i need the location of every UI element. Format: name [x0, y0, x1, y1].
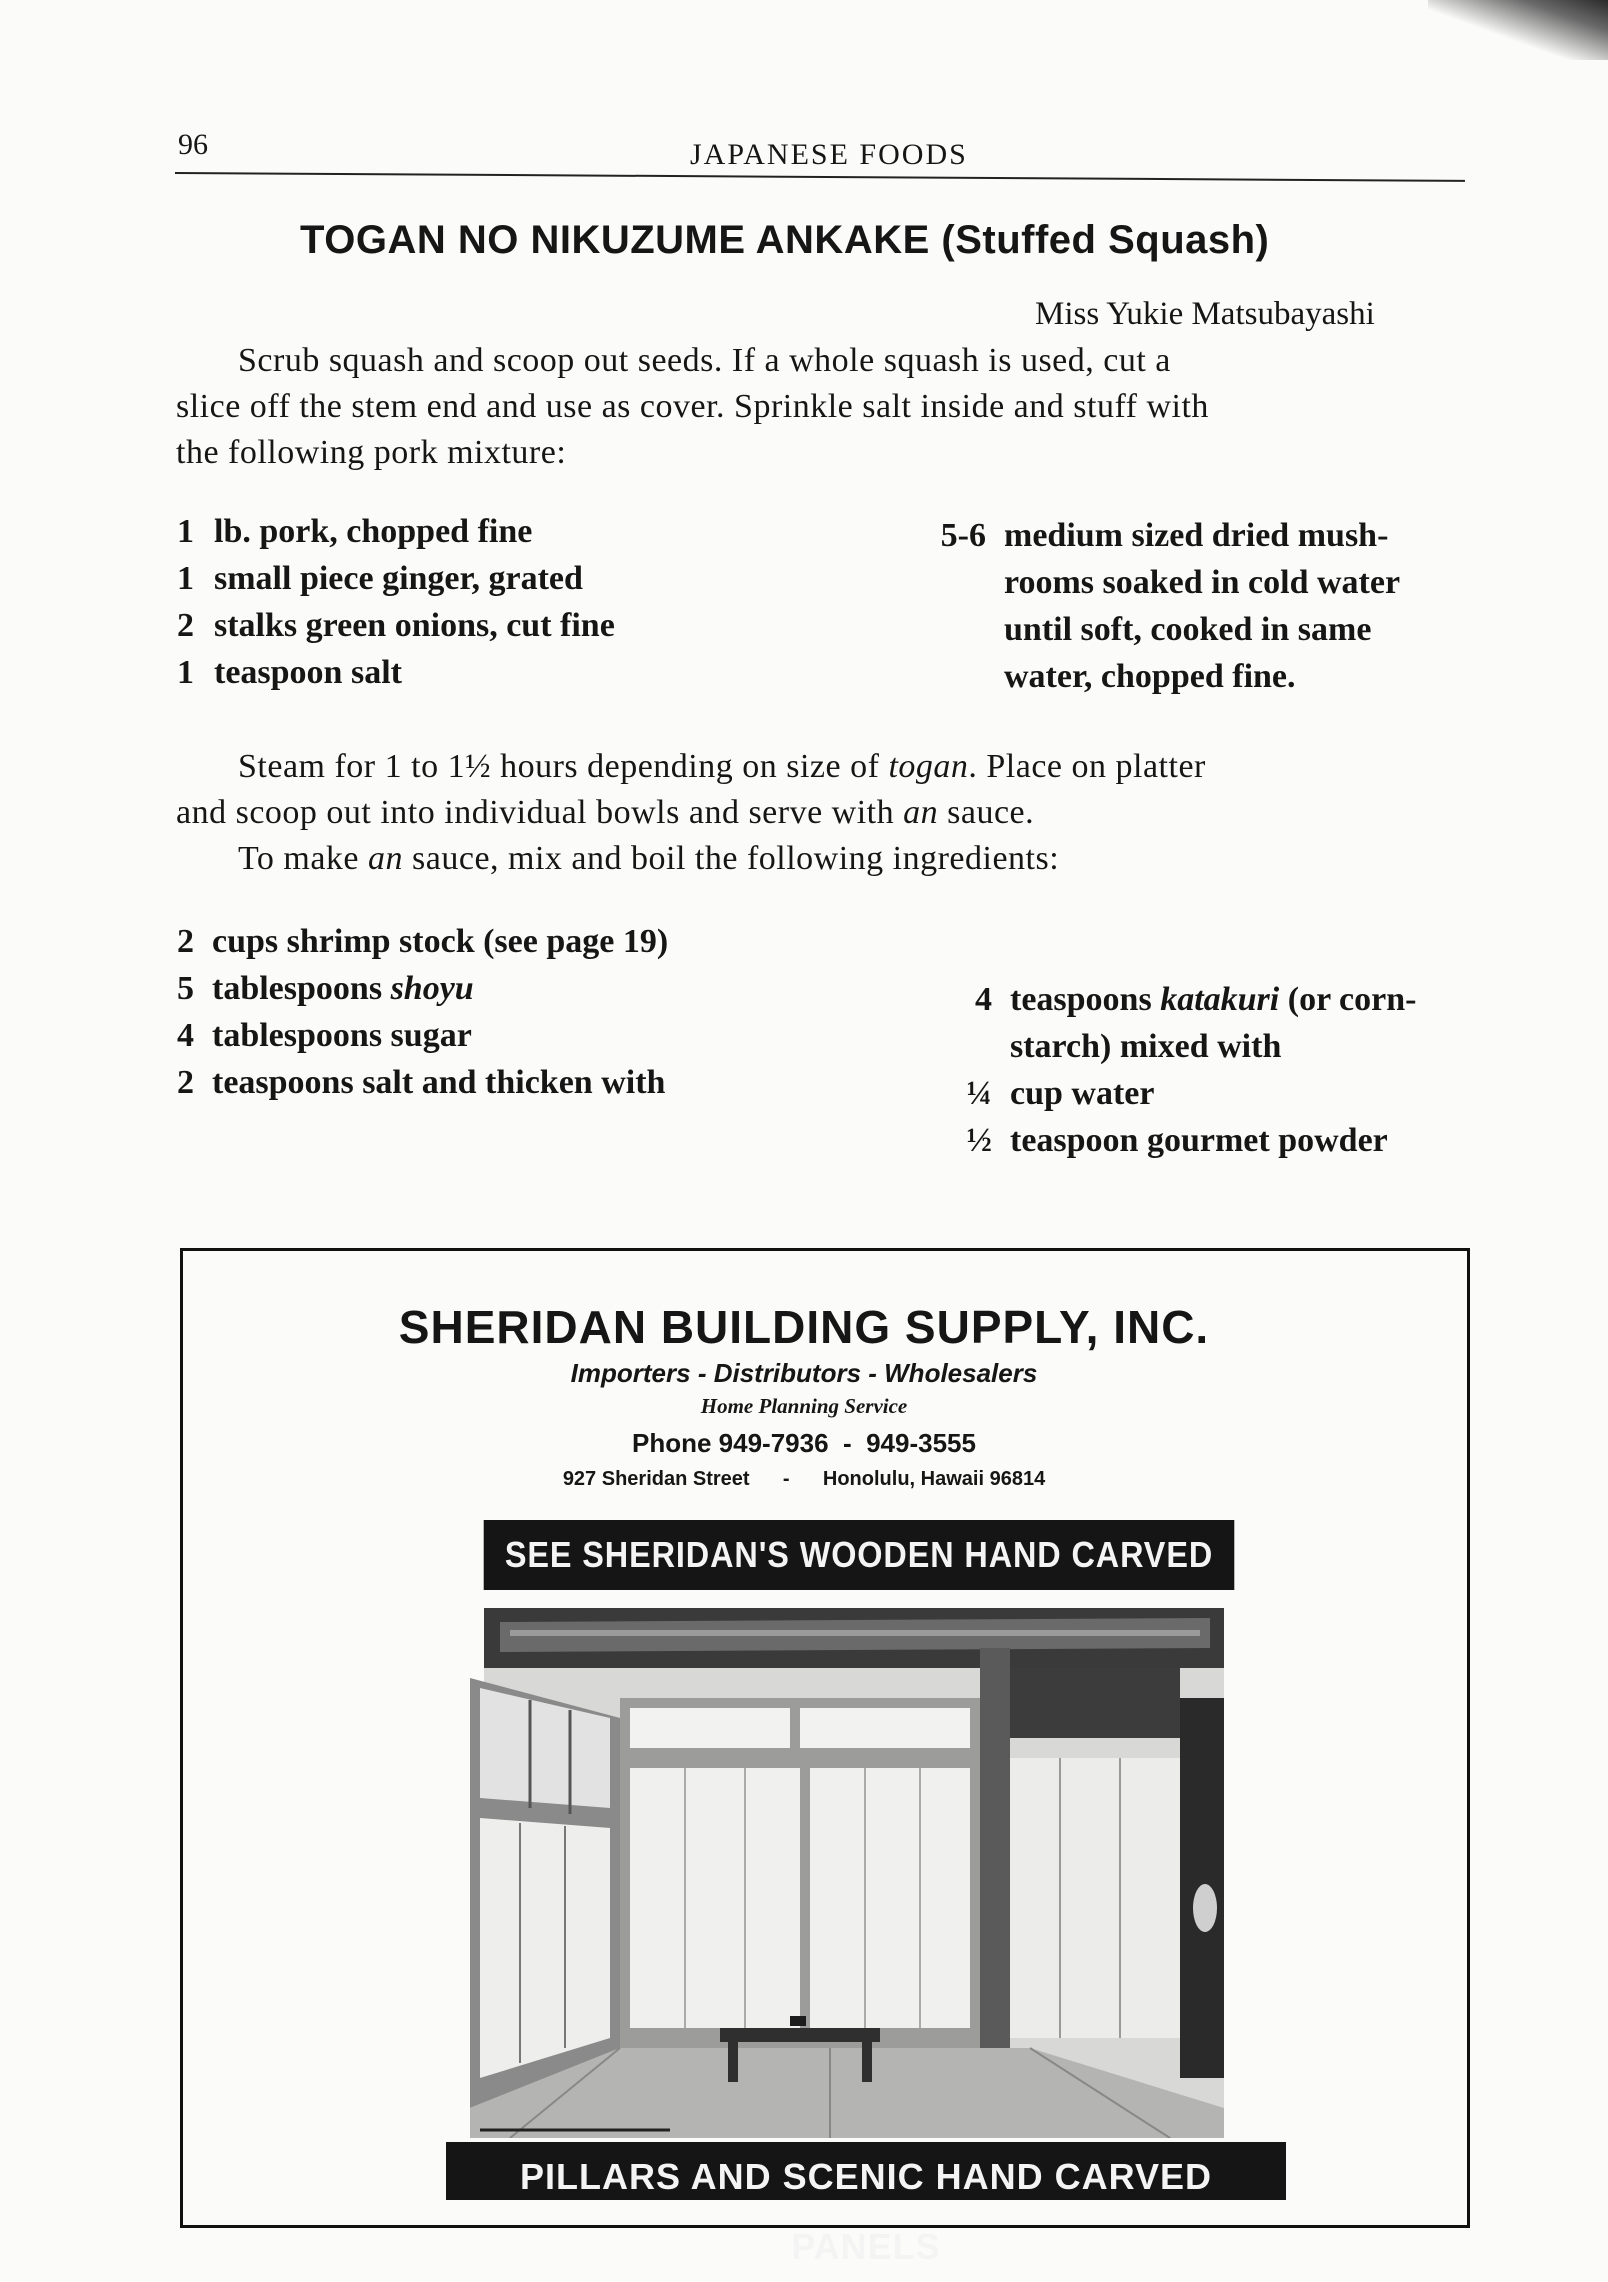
running-head: JAPANESE FOODS — [690, 138, 968, 171]
steam-line — [176, 744, 1466, 790]
ad-phone: Phone 949-7936 - 949-3555 — [632, 1428, 976, 1458]
ingredient-row — [938, 1070, 1498, 1117]
ad-service: Home Planning Service — [700, 1394, 908, 1418]
text-run: and scoop out into individual bowls and serve with — [176, 794, 904, 831]
ad-company-name: SHERIDAN BUILDING SUPPLY, INC. — [398, 1301, 1210, 1353]
text-italic: an — [903, 794, 939, 831]
ingredient-text: teaspoon gourmet powder — [1010, 1122, 1388, 1159]
ingredient-text: teaspoons salt and thicken with — [212, 1064, 666, 1101]
ingredient-qty: ¼ — [966, 1075, 992, 1112]
ingredient-qty: 4 — [177, 1017, 194, 1054]
ingredient-row — [172, 965, 772, 1012]
ingredient-text: cup water — [1010, 1075, 1155, 1112]
ingredient-row — [176, 508, 615, 555]
text-run: To make — [238, 840, 369, 877]
ingredient-qty: 4 — [975, 981, 992, 1018]
recipe-author: Miss Yukie Matsubayashi — [1035, 296, 1375, 332]
ad-address: 927 Sheridan Street - Honolulu, Hawaii 96814 — [562, 1468, 1046, 1490]
ingredient-qty: 2 — [177, 607, 194, 644]
room-interior-photo — [470, 1608, 1246, 2138]
ingredient-qty: 5 — [177, 970, 194, 1007]
pork-mixture-left — [176, 508, 615, 696]
ingredient-row — [172, 918, 772, 965]
ingredient-row — [176, 602, 615, 649]
page-number: 96 — [178, 128, 208, 161]
text-italic: togan — [888, 748, 969, 785]
ingredient-row — [172, 1059, 772, 1106]
text-run: sauce. — [938, 794, 1035, 831]
sauce-ingredients-left — [172, 918, 772, 1106]
text-italic: an — [368, 840, 404, 877]
pork-mixture-right — [930, 512, 1490, 700]
ingredient-qty: ½ — [966, 1122, 992, 1159]
ingredient-row — [172, 1012, 772, 1059]
ingredient-text — [1010, 976, 1498, 1070]
ingredient-text — [1004, 512, 1400, 700]
ingredient-row — [176, 555, 615, 602]
ingredient-text: tablespoons sugar — [212, 1017, 472, 1054]
ingredient-qty: 1 — [177, 654, 194, 691]
steam-line — [176, 836, 1466, 882]
text-run: tablespoons — [212, 970, 391, 1007]
steam-line — [176, 790, 1466, 836]
recipe-intro — [176, 338, 1466, 476]
text-italic: shoyu — [390, 970, 474, 1007]
ingredient-line: medium sized dried mush- — [1004, 517, 1389, 554]
ad-tagline: Importers - Distributors - Wholesalers — [570, 1358, 1038, 1388]
intro-line: Scrub squash and scoop out seeds. If a whole squash is used, cut a — [238, 342, 1171, 379]
ingredient-line: rooms soaked in cold water — [1004, 564, 1401, 601]
intro-line: slice off the stem end and use as cover. Sprinkle salt inside and stuff with — [176, 388, 1209, 425]
page-corner-shadow — [1428, 0, 1608, 60]
ingredient-text: stalks green onions, cut fine — [214, 607, 615, 644]
ingredient-row — [176, 649, 615, 696]
ingredient-qty: 2 — [177, 923, 194, 960]
ingredient-text — [212, 965, 474, 1012]
header-rule — [175, 172, 1465, 182]
ingredient-text: teaspoon salt — [214, 654, 402, 691]
ingredient-row — [938, 976, 1498, 1070]
sauce-ingredients-right — [938, 976, 1498, 1164]
recipe-title: TOGAN NO NIKUZUME ANKAKE (Stuffed Squash) — [300, 218, 1270, 262]
ingredient-row — [938, 1117, 1498, 1164]
ad-banner-top: SEE SHERIDAN'S WOODEN HAND CARVED — [484, 1520, 1235, 1590]
ingredient-qty: 1 — [177, 560, 194, 597]
ingredient-line: until soft, cooked in same — [1004, 611, 1372, 648]
steam-instructions — [176, 744, 1466, 882]
text-run: sauce, mix and boil the following ingredients: — [403, 840, 1060, 877]
text-run: Steam for 1 to 1½ hours depending on size of — [238, 748, 889, 785]
ingredient-line: water, chopped fine. — [1004, 658, 1296, 695]
ingredient-text: lb. pork, chopped fine — [214, 513, 533, 550]
text-run: (or corn-starch) mixed with — [1010, 981, 1417, 1065]
text-run: . Place on platter — [968, 748, 1206, 785]
ad-banner-bottom: PILLARS AND SCENIC HAND CARVED PANELS — [446, 2142, 1286, 2200]
ingredient-qty: 1 — [177, 513, 194, 550]
ingredient-text: small piece ginger, grated — [214, 560, 583, 597]
intro-line: the following pork mixture: — [176, 434, 567, 471]
ingredient-qty: 2 — [177, 1064, 194, 1101]
ingredient-row — [930, 512, 1490, 700]
ingredient-qty: 5-6 — [940, 517, 986, 554]
text-italic: katakuri — [1160, 981, 1280, 1018]
ingredient-text: cups shrimp stock (see page 19) — [212, 923, 669, 960]
text-run: teaspoons — [1010, 981, 1161, 1018]
